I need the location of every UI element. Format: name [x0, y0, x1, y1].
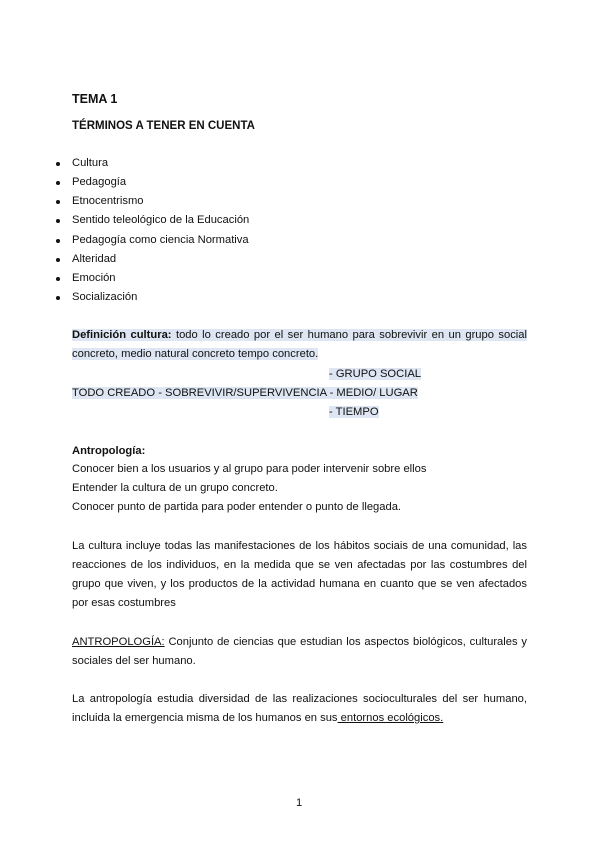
cultura-paragraph-line: por esas costumbres [72, 597, 176, 609]
list-item: Socialización [72, 291, 138, 303]
list-item: Alteridad [72, 253, 117, 265]
antropologia-definition-line-1 [72, 636, 527, 648]
list-item: Pedagogía [72, 176, 127, 188]
estudia-line-1: La antropología estudia diversidad de las realizaciones socioculturales del ser humano, [72, 693, 527, 705]
page-number: 1 [296, 797, 303, 809]
cultura-paragraph-line: La cultura incluye todas las manifestaciones de los hábitos sociais de una comunidad, las [72, 540, 527, 552]
definition-line-1 [72, 329, 527, 341]
tiempo-label: - TIEMPO [329, 406, 379, 418]
list-item: Cultura [72, 157, 109, 169]
cultura-paragraph-line: grupo que viven, y los productos de la actividad humana en cuanto que se ven afectados [72, 578, 527, 590]
definition-text: todo lo creado por el ser humano para sobrevivir en un grupo social [171, 329, 527, 341]
bullet-icon [56, 219, 60, 223]
bullet-icon [56, 181, 60, 185]
list-item: Emoción [72, 272, 116, 284]
definition-line-2: concreto, medio natural concreto tempo concreto. [72, 348, 319, 360]
list-item: Etnocentrismo [72, 195, 144, 207]
section-subtitle: TÉRMINOS A TENER EN CUENTA [72, 120, 255, 132]
antropologia-definition-line-2: sociales del ser humano. [72, 655, 196, 667]
list-item: Sentido teleológico de la Educación [72, 214, 250, 226]
bullet-icon [56, 239, 60, 243]
cultura-paragraph-line: reacciones de los individuos, en la medida que se ven afectadas por las costumbres del [72, 559, 527, 571]
page-title: TEMA 1 [72, 92, 118, 106]
estudia-line-2 [72, 712, 443, 724]
antropologia-heading: Antropología: [72, 445, 146, 457]
bullet-icon [56, 200, 60, 204]
estudia-line-2-text: incluida la emergencia misma de los humanos en sus [72, 712, 338, 724]
todo-creado-line: TODO CREADO - SOBREVIVIR/SUPERVIVENCIA - MEDIO/ LUGAR [72, 387, 418, 399]
antropologia-definition-label: ANTROPOLOGÍA: [72, 636, 165, 648]
grupo-social-label: - GRUPO SOCIAL [329, 368, 422, 380]
antropologia-line: Entender la cultura de un grupo concreto. [72, 482, 278, 494]
bullet-icon [56, 258, 60, 262]
bullet-icon [56, 296, 60, 300]
antropologia-definition-text: Conjunto de ciencias que estudian los aspectos biológicos, culturales y [164, 636, 527, 648]
definition-label: Definición cultura: [72, 329, 172, 341]
antropologia-line: Conocer punto de partida para poder entender o punto de llegada. [72, 501, 402, 513]
antropologia-line: Conocer bien a los usuarios y al grupo para poder intervenir sobre ellos [72, 463, 427, 475]
list-item: Pedagogía como ciencia Normativa [72, 234, 249, 246]
bullet-icon [56, 277, 60, 281]
entornos-ecologicos-text: entornos ecológicos. [337, 712, 444, 724]
bullet-icon [56, 162, 60, 166]
